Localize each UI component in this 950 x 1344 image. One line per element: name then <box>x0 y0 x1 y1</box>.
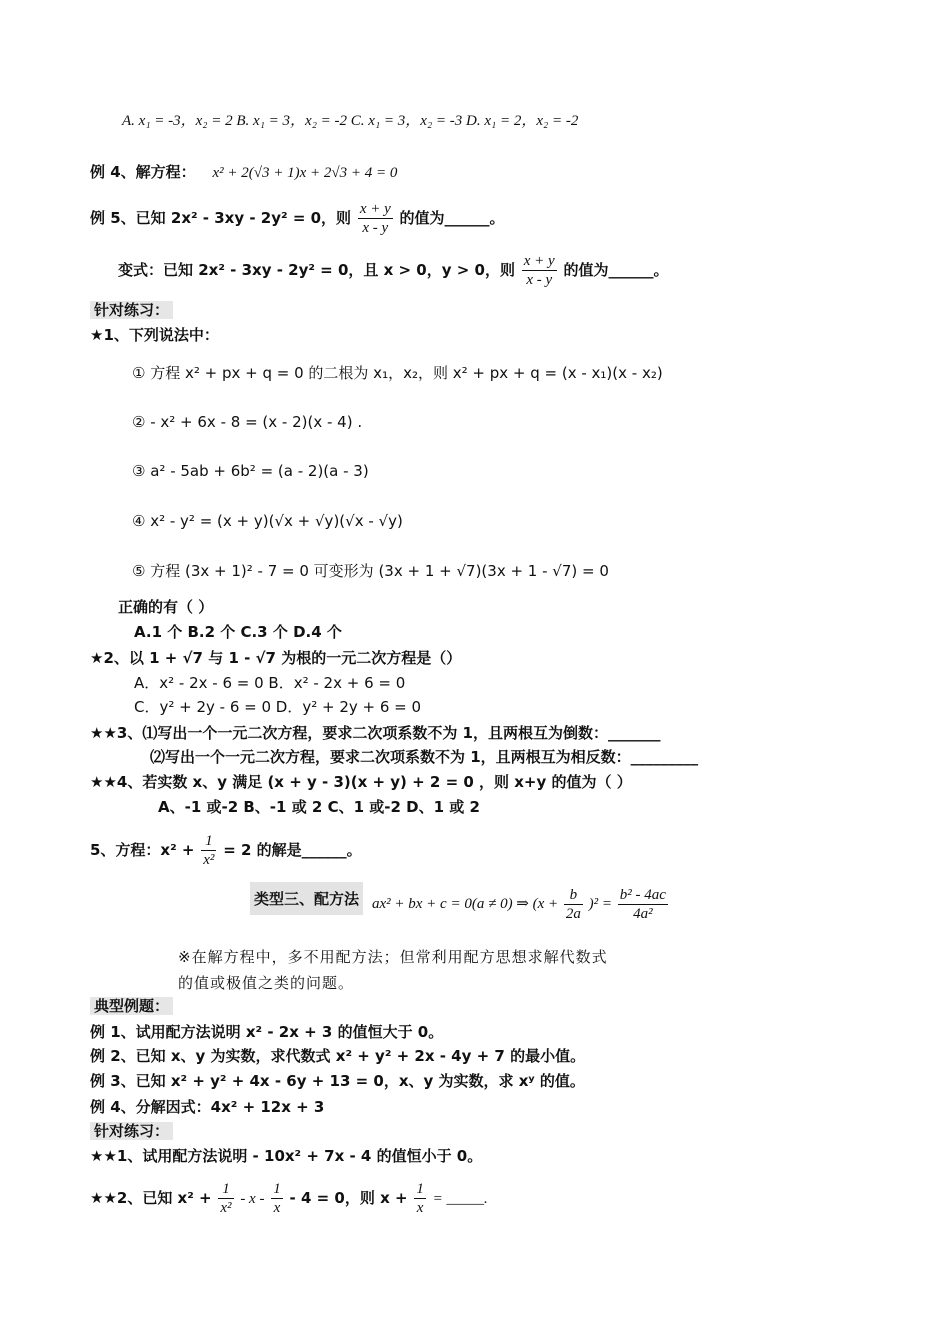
p2-mid: - x - <box>240 1191 265 1207</box>
question-3b: ⑵写出一个一元二次方程，要求二次项系数不为 1，且两根互为相反数：_________ <box>150 748 699 766</box>
example-5-label: 例 5、 <box>90 209 136 227</box>
fraction-numerator: 1 <box>218 1180 233 1199</box>
fraction-denominator: 4a² <box>633 906 653 922</box>
previous-options: A. x₁ = -3，x₂ = 2 B. x₁ = 3，x₂ = -2 C. x₁ = 3，x₂ = -3 D. x₁ = 2，x₂ = -2 <box>122 113 579 129</box>
correct-count-prompt: 正确的有（ ） <box>118 598 214 616</box>
question-1-options: A.1 个 B.2 个 C.3 个 D.4 个 <box>134 623 342 641</box>
typical-example-4: 例 4、分解因式：4x² + 12x + 3 <box>90 1098 325 1116</box>
variant-post: 的值为______。 <box>563 261 669 279</box>
question-5 <box>90 832 362 869</box>
fraction-numerator: b² - 4ac <box>619 887 666 903</box>
p2-fraction-1 <box>218 1180 233 1217</box>
type-3-heading: 类型三、配方法 <box>250 882 363 915</box>
example-5-post: 的值为______。 <box>399 209 505 227</box>
fraction-denominator: x <box>416 1200 424 1216</box>
fraction-denominator: x - y <box>526 272 553 288</box>
p2-post: = _____. <box>432 1191 488 1207</box>
practice-2-question-2 <box>90 1180 488 1217</box>
statement-2: ② - x² + 6x - 8 = (x - 2)(x - 4) . <box>132 413 363 431</box>
fraction-numerator: b <box>564 886 583 905</box>
variant-pre: 已知 2x² - 3xy - 2y² = 0，且 x > 0，y > 0，则 <box>163 261 515 279</box>
question-4: ★★4、若实数 x、y 满足 (x + y - 3)(x + y) + 2 = 0 ，则 x+y 的值为（ ） <box>90 773 632 791</box>
question-2-options-ab: A．x² - 2x - 6 = 0 B．x² - 2x + 6 = 0 <box>134 674 406 692</box>
typical-example-3: 例 3、已知 x² + y² + 4x - 6y + 13 = 0，x、y 为实数，求 xʸ 的值。 <box>90 1072 585 1090</box>
question-5-fraction <box>201 832 216 869</box>
example-4-label: 例 4、 <box>90 163 136 181</box>
practice-2-question-1: ★★1、试用配方法说明 - 10x² + 7x - 4 的值恒小于 0。 <box>90 1147 483 1165</box>
fraction-denominator: x² <box>203 852 215 868</box>
formula-part-b: )² = <box>588 895 613 912</box>
fraction-denominator: x - y <box>362 220 389 236</box>
statement-5: ⑤ 方程 (3x + 1)² - 7 = 0 可变形为 (3x + 1 + √7)(3x + 1 - √7) = 0 <box>132 562 609 580</box>
p2-fraction-3 <box>414 1180 426 1217</box>
formula-fraction-1 <box>564 886 583 923</box>
fraction-numerator: 1 <box>201 832 216 851</box>
statement-3: ③ a² - 5ab + 6b² = (a - 2)(a - 3) <box>132 462 369 480</box>
formula-fraction-2 <box>618 886 668 923</box>
variant-label: 变式： <box>118 261 164 279</box>
typical-example-2: 例 2、已知 x、y 为实数，求代数式 x² + y² + 2x - 4y + 7 的最小值。 <box>90 1047 586 1065</box>
question-5-post: = 2 的解是______。 <box>223 841 362 859</box>
p2-mid2: - 4 = 0，则 x + <box>289 1189 408 1207</box>
type-3-formula <box>372 886 670 923</box>
question-4-options: A、-1 或-2 B、-1 或 2 C、1 或-2 D、1 或 2 <box>158 798 480 816</box>
question-2-options-cd: C．y² + 2y - 6 = 0 D．y² + 2y + 6 = 0 <box>134 698 422 716</box>
fraction-numerator: x + y <box>523 253 555 269</box>
typical-examples-heading: 典型例题： <box>90 997 173 1015</box>
fraction-denominator: 2a <box>565 906 581 922</box>
example-4-equation: x² + 2(√3 + 1)x + 2√3 + 4 = 0 <box>212 165 398 181</box>
practice-heading: 针对练习： <box>90 301 173 319</box>
fraction-denominator: x² <box>220 1200 232 1216</box>
method-note-line-2: 的值或极值之类的问题。 <box>178 974 355 992</box>
example-4-text: 解方程： <box>135 163 196 181</box>
question-2: ★2、以 1 + √7 与 1 - √7 为根的一元二次方程是（） <box>90 649 462 667</box>
practice-heading-2: 针对练习： <box>90 1122 173 1140</box>
variant-fraction <box>522 252 557 289</box>
statement-4: ④ x² - y² = (x + y)(√x + √y)(√x - √y) <box>132 512 403 530</box>
example-5-pre: 已知 2x² - 3xy - 2y² = 0，则 <box>135 209 352 227</box>
p2-pre: ★★2、已知 x² + <box>90 1189 212 1207</box>
example-5-fraction <box>358 200 393 237</box>
fraction-numerator: x + y <box>359 201 391 217</box>
example-4 <box>90 161 397 184</box>
formula-part-a: ax² + bx + c = 0(a ≠ 0) ⇒ (x + <box>372 895 559 912</box>
example-5 <box>90 200 505 237</box>
question-1: ★1、下列说法中： <box>90 326 219 344</box>
variant <box>118 252 668 289</box>
statement-1: ① 方程 x² + px + q = 0 的二根为 x₁，x₂，则 x² + px + q = (x - x₁)(x - x₂) <box>132 364 663 382</box>
question-3a: ★★3、⑴写出一个一元二次方程，要求二次项系数不为 1，且两根互为倒数：_______ <box>90 724 661 742</box>
fraction-denominator: x <box>273 1200 281 1216</box>
method-note-line-1: ※在解方程中，多不用配方法；但常利用配方思想求解代数式 <box>178 948 608 966</box>
fraction-numerator: 1 <box>273 1181 281 1197</box>
p2-fraction-2 <box>271 1180 283 1217</box>
fraction-numerator: 1 <box>416 1181 424 1197</box>
question-5-pre: 5、方程：x² + <box>90 841 195 859</box>
typical-example-1: 例 1、试用配方法说明 x² - 2x + 3 的值恒大于 0。 <box>90 1023 444 1041</box>
